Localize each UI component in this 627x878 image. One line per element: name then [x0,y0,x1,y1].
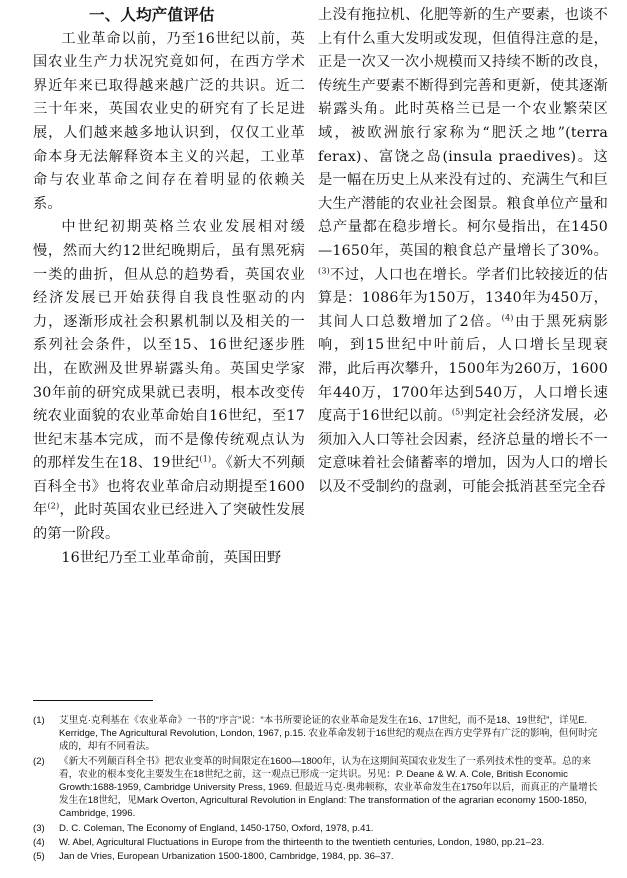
footnote-item [33,714,603,754]
paragraph [318,4,608,499]
footnote-number: (2) [33,755,45,767]
text-run: 工业革命以前，乃至16世纪以前，英国农业生产力状况究竟如何，在西方学术界近年来已取得越来越广泛的共识。近二三十年来，英国农业史的研究有了长足进展，人们越来越多地认识到，仅仅工业革命本身无法解释资本主义的兴起，工业革命与农业革命之间存在着明显的依赖关系。 [33,30,305,212]
text-run: ，此时英国农业已经进入了突破性发展的第一阶段。 [33,502,305,543]
footnote-text: D. C. Coleman, The Economy of England, 1450-1750, Oxford, 1978, p.41. [59,822,374,834]
text-run: 不过，人口也在增长。学者们比较接近的估算是：1086年为150万，1340年为450万，其间人口总数增加了2倍。 [318,266,608,330]
section-heading: 一、人均产值评估 [89,6,215,24]
footnote-text: 艾里克·克利基在《农业革命》一书的“序言”说：“本书所要论证的农业革命是发生在16、17世纪，而不是18、19世纪”，详见E. Kerridge, The Agricultural Revolution, London, 1967, p.15. 农业革命发轫于16世纪的观点在西方史学界有广泛的影响，但何时完成的，却有不同看法。 [59,715,598,753]
paragraph [33,547,305,571]
text-run: 上没有拖拉机、化肥等新的生产要素，也谈不上有什么重大发明或发现，但值得注意的是，正是一次又一次小规模而又持续不断的改良，传统生产要素不断得到完善和更新，使其逐渐崭露头角。此时英格兰已是一个农业繁荣区域，被欧洲旅行家称为“肥沃之地”(terra ferax)、富饶之岛(insula praedives)。这是一幅在历史上从来没有过的、充满生气和巨大生产潜能的农业社会图景。粮食单位产量和总产量都在稳步增长。柯尔曼指出，在1450—1650年，英国的粮食总产量增长了30%。 [318,7,608,259]
text-run: 。《新大不列颠百科全书》也将农业革命启动期提至1600年 [33,455,305,519]
text-run: 由于黑死病影响，到15世纪中叶前后，人口增长呈现衰滞，此后再次攀升，1500年为260万，1600年440万，1700年达到540万，人口增长速度高于16世纪以前。 [318,313,608,425]
footnote-ref[interactable]: (2) [47,501,60,511]
footnote-text: Jan de Vries, European Urbanization 1500-1800, Cambridge, 1984, pp. 36–37. [59,851,394,863]
footnote-number: (1) [33,715,45,726]
footnote-number: (5) [33,851,45,863]
paragraph [33,28,305,217]
left-column [33,4,305,570]
footnote-ref[interactable]: (5) [451,407,464,417]
right-body [318,4,608,499]
left-body [33,28,305,571]
footnote-item [33,850,603,863]
footnote-text: W. Abel, Agricultural Fluctuations in Europe from the thirteenth to the twentieth centuries, London, 1980, pp.21–23. [59,836,545,848]
footnote-ref[interactable]: (4) [501,312,514,322]
right-column [318,4,608,499]
footnote-number: (4) [33,836,45,848]
footnote-text: 《新大不列颠百科全书》把农业变革的时间限定在1600—1800年，认为在这期间英国农业发生了一系列技术性的变革。总的来看，农业的根本变化主要发生在18世纪之前，这一观点已形成一定共识。另见：P. Deane & W. A. Cole, British Economic Growth:1688-1959, Cambridge University Press, 1969. 但最近马克·奥弗顿称，农业革命发生在1750年以后，而真正的产量增长发生在18世纪，见Mark Overton, Agricultural Revolution in England: The transformation of the agrarian economy 1500-1850, Cambridge, 1996. [59,755,598,820]
text-run: 16世纪乃至工业革命前，英国田野 [61,549,282,566]
footnote-item [33,822,603,835]
footnote-item [33,836,603,849]
footnote-item [33,755,603,821]
text-run: 判定社会经济发展，必须加入人口等社会因素，经济总量的增长不一定意味着社会储蓄率的增加，因为人口的增长以及不受制约的盘剥，可能会抵消甚至完全吞 [318,408,608,495]
paragraph [33,216,305,546]
footnote-divider [33,700,153,701]
footnote-ref[interactable]: (3) [318,265,330,275]
footnote-number: (3) [33,822,45,834]
footnote-ref[interactable]: (1) [199,454,212,464]
footnotes [33,714,603,864]
text-run: 中世纪初期英格兰农业发展相对缓慢，然而大约12世纪晚期后，虽有黑死病一类的曲折，但从总的趋势看，英国农业经济发展已开始获得自我良性驱动的内力，逐渐形成社会积累机制以及相关的一系列社会条件，以至15、16世纪逐步胜出，在欧洲及世界崭露头角。英国史学家30年前的研究成果就已表明，根本改变传统农业面貌的农业革命始自16世纪，至17世纪末基本完成，而不是像传统观点认为的那样发生在18、19世纪 [33,219,305,472]
